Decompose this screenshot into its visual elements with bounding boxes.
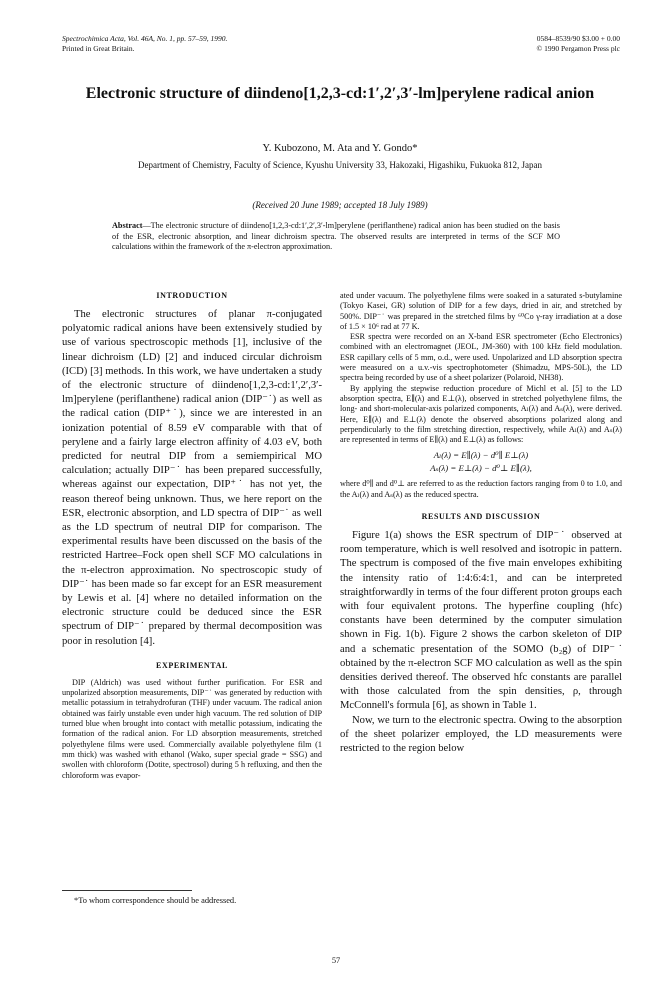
running-header-left: [62, 34, 227, 54]
copyright: © 1990 Pergamon Press plc: [536, 44, 620, 53]
abstract-text: —The electronic structure of diindeno[1,2,3-cd:1′,2′,3′-lm]perylene (periflanthene) radical anion has been studied on the basis of the ESR, electronic absorption, and linear dichroism spectra. The observed results are interpreted in terms of the SCF MO calculations within the framework of the π-electron approximation.: [112, 221, 560, 252]
affiliation: Department of Chemistry, Faculty of Science, Kyushu University 33, Hakozaki, Higashiku, Fukuoka 812, Japan: [137, 160, 543, 170]
results-paragraph-1: Figure 1(a) shows the ESR spectrum of DIP⁻˙ observed at room temperature, which is well resolved and isotropic in pattern. The spectrum is composed of the five main envelopes exhibiting the intensity ratio of 1:4:6:4:1, and can be interpreted straightforwardly in terms of the four different proton groups each with four equivalent protons. The hyperfine coupling (hfc) constants have been determined by the computer simulation shown in Fig. 1(b). Figure 2 shows the carbon skeleton of DIP and a schematic presentation of the SOMO (b₂g) of DIP⁻˙ obtained by the π-electron SCF MO calculation as well as the spin densities derived thereof. The observed hfc constants are parallel with those calculated from the spin densities, ρ, through McConnell's formula [6], as shown in Table 1.: [340, 530, 622, 712]
page-number: 57: [331, 956, 341, 965]
equation-block: [340, 449, 622, 475]
results-paragraph-2: Now, we turn to the electronic spectra. Owing to the absorption of the sheet polarizer employed, the LD measurements were restricted to the region below: [340, 714, 622, 755]
abstract-label: Abstract: [112, 221, 143, 230]
experimental-reduction-factors: where d⁰∥ and d⁰⊥ are referred to as the reduction factors ranging from 0 to 1.0, and the Aₗ(λ) and Aₛ(λ) as the reduced spectra.: [340, 479, 622, 499]
author-list: Y. Kubozono, M. Ata and Y. Gondo*: [262, 143, 418, 154]
introduction-text: The electronic structures of planar π-conjugated polyatomic radical anions have been extensively studied by use of various spectroscopic methods [1], inclusive of the linear dichroism (LD) [2] and induced circular dichroism (ICD) [3] methods. In this work, we have undertaken a study of the electronic structure of diindeno[1,2,3-cd:1′,2′,3′-lm]perylene (periflanthene) radical anion (DIP⁻˙) as well as the radical cation (DIP⁺˙), since we are interested in an ionization potential of 8.59 eV comparable with that of perylene and a fairly large electron affinity of 4.03 eV, both predicted for neutral DIP from a semiempirical MO calculation; actually DIP⁻˙ has been prepared successfully, whereas against our expectation, DIP⁺˙ has not yet, the reason thereof being unknown. Thus, we here report on the ESR, electronic absorption, and LD spectra of DIP⁻˙ as well as the LD spectrum of neutral DIP for comparison. The experimental results have been discussed on the basis of the restricted Hartree–Fock open shell SCF MO calculations in the π-electron approximation. No spectroscopic study of DIP⁻˙ has been made so far except for an ESR measurement by Lewis et al. [4] where no detailed information on the electronic structure could be deduced since the ESR spectrum of DIP⁻˙ prepared by thermal decomposition was poor in resolution [4].: [62, 309, 322, 647]
experimental-text-continued: ated under vacuum. The polyethylene films were soaked in a saturated s-butylamine (Tokyo Kasei, GR) solution of DIP for a few days, dried in air, and stretched by 500%. DIP⁻˙ was prepared in the stretched films by ⁶⁰Co γ-ray irradiation at a dose of 1.5 × 10⁶ rad at 77 K.: [340, 291, 622, 331]
experimental-heading: EXPERIMENTAL: [156, 660, 228, 670]
correspondence-footnote: *To whom correspondence should be addressed.: [74, 896, 237, 905]
experimental-reduction-text: By applying the stepwise reduction procedure of Michl et al. [5] to the LD absorption spectra, E∥(λ) and E⊥(λ), observed in stretched polyethylene films, the long- and short-molecular-axis polarized components, Aₗ(λ) and Aₛ(λ), were derived. Here, E∥(λ) and E⊥(λ) denote the observed absorptions polarized along and perpendicularly to the film stretching direction, respectively, while Aₗ(λ) and Aₛ(λ) are represented in terms of E∥(λ) and E⊥(λ) as follows:: [340, 383, 622, 445]
results-heading: RESULTS AND DISCUSSION: [421, 512, 541, 522]
equation-long-axis: Aₗ(λ) = E∥(λ) − d⁰∥ E⊥(λ): [433, 450, 529, 461]
article-title: Electronic structure of diindeno[1,2,3-cd:1′,2′,3′-lm]perylene radical anion: [85, 85, 595, 102]
abstract: [112, 221, 560, 253]
right-column: [340, 291, 622, 756]
running-header-right: [430, 34, 620, 54]
received-dates: (Received 20 June 1989; accepted 18 July 1989): [252, 200, 428, 210]
experimental-text-left: DIP (Aldrich) was used without further purification. For ESR and unpolarized absorption measurements, DIP⁻˙ was generated by reduction with metallic potassium in tetrahydrofuran (THF) under vacuum. The radical anion obtained was fairly unstable even under high vacuum. The red solution of DIP turned blue when brought into contact with metallic potassium, indicating the formation of the radical anion. For LD absorption measurements, stretched polyethylene films were used. Commercially available polyethylene film (1 mm thick) was washed with ethanol (Wako, super special grade = SSG) and swollen with chloroform (Dotite, spectrosol) during 5 h refluxing, and then the chloroform was evapor-: [62, 677, 322, 780]
footnote-rule: [62, 890, 192, 891]
left-column: [62, 291, 322, 781]
experimental-esr-text: ESR spectra were recorded on an X-band ESR spectrometer (Echo Electronics) combined with an electromagnet (JEOL, JM-360) with 100 kHz field modulation. ESR capillary cells of 5 mm, o.d., were used. Unpolarized and LD absorption spectra were measured on a u.v.-vis spectrophotometer (Shimadzu, MPS-50L), the LD spectra being recorded by use of a sheet polarizer (Polaroid, NH38).: [340, 332, 622, 383]
equation-short-axis: Aₛ(λ) = E⊥(λ) − d⁰⊥ E∥(λ),: [430, 463, 532, 474]
printed-in: Printed in Great Britain.: [62, 44, 135, 53]
introduction-heading: INTRODUCTION: [156, 291, 228, 300]
journal-citation: Spectrochimica Acta, Vol. 46A, No. 1, pp. 57–59, 1990.: [62, 34, 228, 43]
price-code: 0584–8539/90 $3.00 + 0.00: [536, 34, 620, 43]
